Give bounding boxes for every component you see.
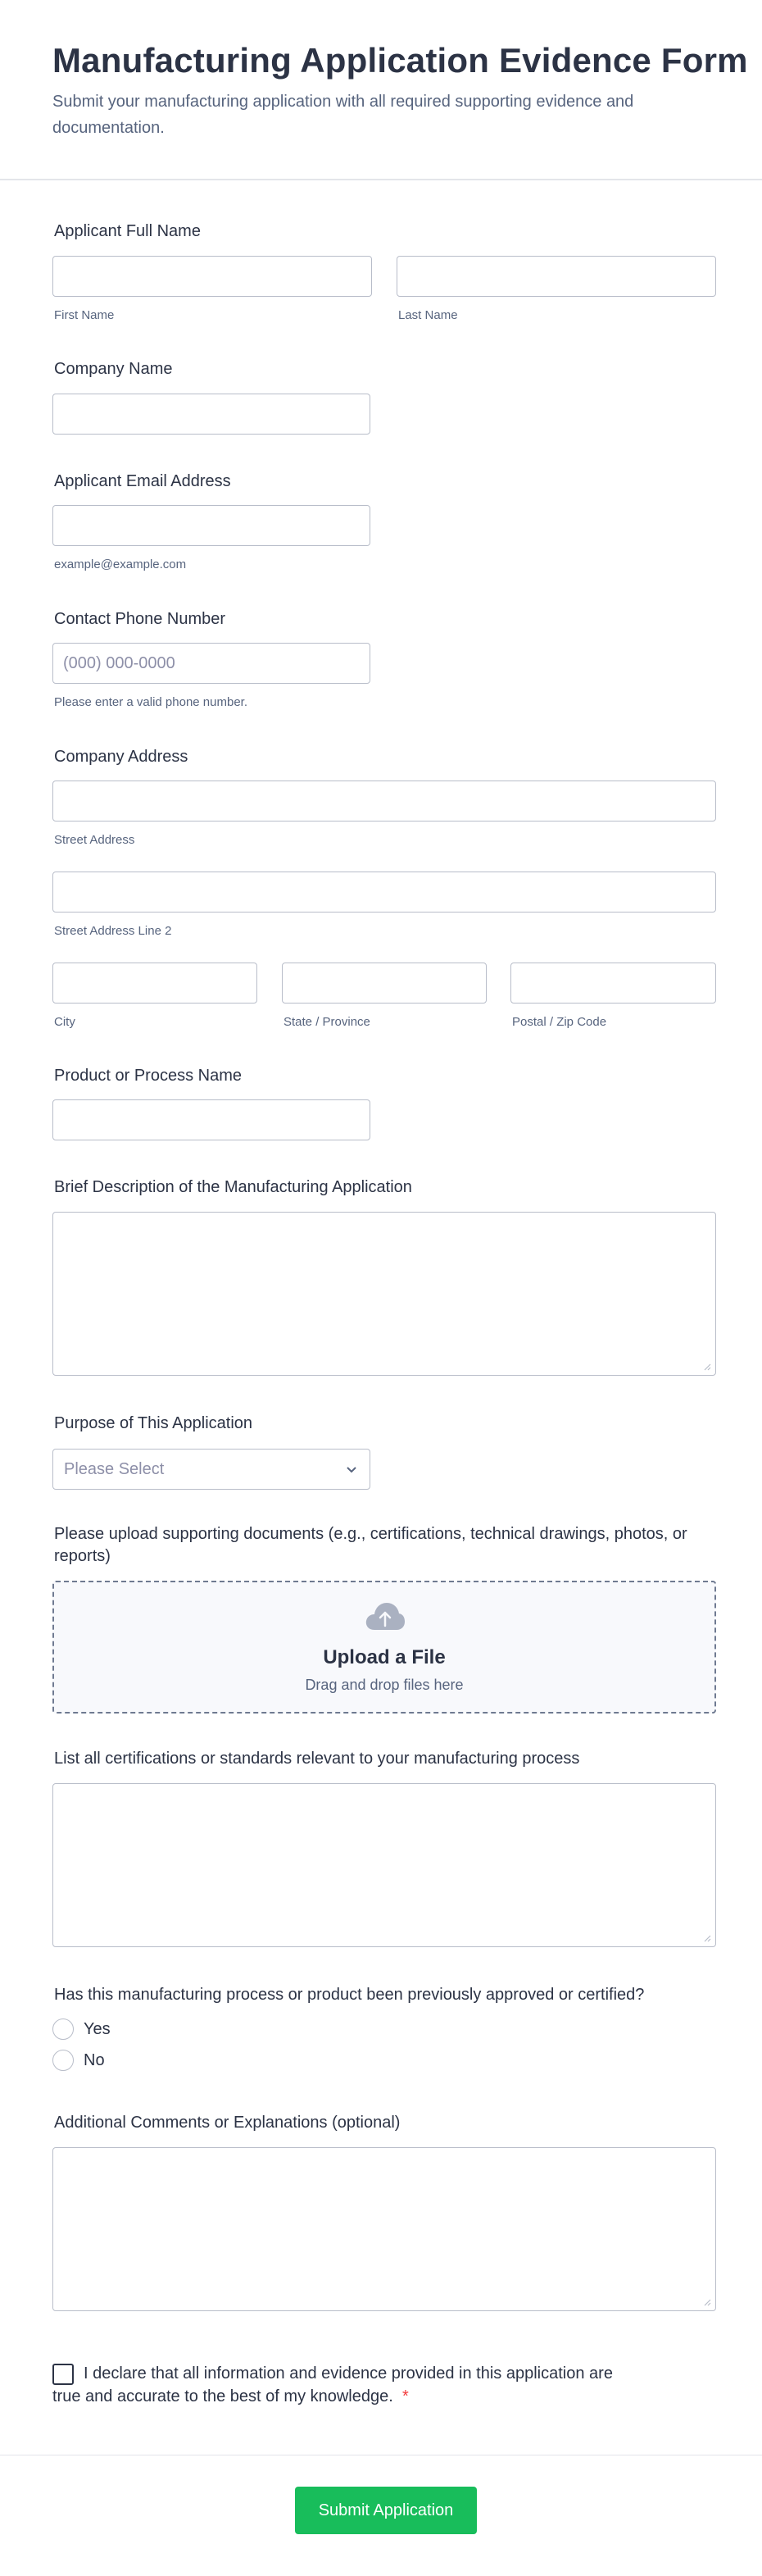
radio-label-no: No [84, 2051, 105, 2069]
phone-input[interactable] [52, 643, 370, 684]
description-label: Brief Description of the Manufacturing Application [54, 1178, 412, 1196]
city-input[interactable] [52, 963, 257, 1004]
city-sublabel: City [54, 1015, 75, 1029]
purpose-label: Purpose of This Application [54, 1414, 253, 1432]
declaration-text [52, 2362, 642, 2408]
required-mark: * [401, 2387, 409, 2405]
full-name-label: Applicant Full Name [54, 222, 201, 240]
first-name-input[interactable] [52, 256, 372, 297]
last-name-input[interactable] [397, 256, 716, 297]
state-input[interactable] [282, 963, 487, 1004]
resize-grip-icon[interactable] [703, 1934, 711, 1942]
product-name-input[interactable] [52, 1099, 370, 1140]
street-address-input[interactable] [52, 781, 716, 821]
radio-label-yes: Yes [84, 2020, 111, 2038]
chevron-down-icon [343, 1461, 360, 1477]
resize-grip-icon[interactable] [703, 1363, 711, 1371]
certifications-label: List all certifications or standards relevant to your manufacturing process [54, 1750, 580, 1768]
form-header [0, 0, 762, 180]
certifications-textarea[interactable] [52, 1783, 716, 1947]
resize-grip-icon[interactable] [703, 2298, 711, 2306]
submit-button[interactable]: Submit Application [295, 2487, 477, 2534]
street-address-sublabel: Street Address [54, 833, 135, 847]
street-address-2-input[interactable] [52, 872, 716, 913]
declaration-label: I declare that all information and evidence provided in this application are true and accurate to the best of my knowledge. [52, 2364, 613, 2405]
description-textarea[interactable] [52, 1212, 716, 1376]
comments-textarea[interactable] [52, 2147, 716, 2311]
radio-button[interactable] [52, 2050, 74, 2071]
purpose-select-value: Please Select [64, 1460, 165, 1478]
phone-label: Contact Phone Number [54, 610, 226, 628]
cloud-upload-icon [365, 1600, 406, 1632]
upload-hint: Drag and drop files here [305, 1677, 464, 1693]
company-name-input[interactable] [52, 394, 370, 435]
upload-title: Upload a File [323, 1646, 446, 1668]
form-subtitle: Submit your manufacturing application with all required supporting evidence and documentation. [52, 93, 634, 137]
product-name-label: Product or Process Name [54, 1067, 242, 1085]
email-input[interactable] [52, 505, 370, 546]
file-upload-dropzone[interactable] [52, 1581, 716, 1714]
street-address-2-sublabel: Street Address Line 2 [54, 924, 172, 938]
zip-sublabel: Postal / Zip Code [512, 1015, 607, 1029]
address-label: Company Address [54, 748, 188, 766]
email-label: Applicant Email Address [54, 472, 231, 490]
form-title: Manufacturing Application Evidence Form [52, 41, 748, 80]
state-sublabel: State / Province [283, 1015, 370, 1029]
purpose-select[interactable] [52, 1449, 370, 1490]
comments-label: Additional Comments or Explanations (optional) [54, 2114, 401, 2132]
last-name-sublabel: Last Name [398, 308, 458, 322]
first-name-sublabel: First Name [54, 308, 115, 322]
zip-input[interactable] [510, 963, 716, 1004]
phone-sublabel: Please enter a valid phone number. [54, 695, 247, 709]
email-sublabel: example@example.com [54, 558, 187, 571]
upload-label: Please upload supporting documents (e.g., certifications, technical drawings, photos, or reports) [54, 1525, 687, 1565]
previously-approved-label: Has this manufacturing process or product been previously approved or certified? [54, 1986, 645, 2004]
company-name-label: Company Name [54, 360, 173, 378]
radio-button[interactable] [52, 2018, 74, 2040]
